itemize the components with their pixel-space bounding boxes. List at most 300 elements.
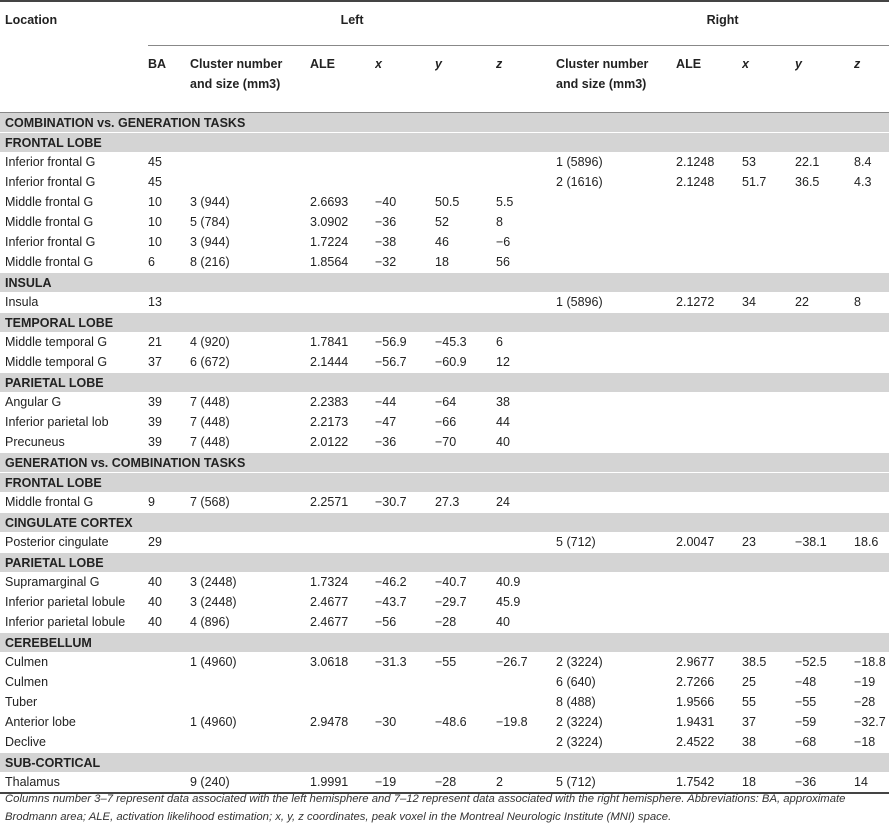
value-cell: 5 (712) [556, 772, 676, 793]
value-cell: 1.7324 [310, 575, 349, 589]
value-cell: −43.7 [375, 595, 407, 609]
value-cell: −30.7 [375, 495, 407, 509]
value-cell [310, 672, 375, 692]
location-cell: Middle frontal G [5, 255, 94, 269]
value-cell [148, 692, 190, 712]
value-cell: −28 [435, 772, 496, 793]
value-cell [435, 672, 496, 692]
section-header-row [0, 133, 889, 153]
value-cell: 23 [742, 535, 756, 549]
value-cell: 44 [496, 415, 510, 429]
value-cell [435, 172, 496, 192]
value-cell [556, 252, 676, 273]
value-cell: 10 [148, 235, 162, 249]
value-cell [190, 692, 310, 712]
value-cell: −28 [854, 695, 876, 709]
value-cell: −55 [795, 695, 817, 709]
value-cell: 3 (2448) [190, 575, 237, 589]
location-cell: Declive [5, 735, 46, 749]
value-cell: −36 [795, 772, 854, 793]
value-cell: 9 (240) [190, 772, 310, 793]
value-cell [854, 572, 889, 592]
value-cell [854, 612, 889, 633]
table-row [0, 492, 889, 513]
section-label: INSULA [0, 273, 889, 293]
value-cell [310, 732, 375, 753]
value-cell: 56 [496, 255, 510, 269]
value-cell: 2 (3224) [556, 655, 603, 669]
header-z-right: z [854, 46, 889, 113]
value-cell: −40 [375, 195, 397, 209]
value-cell [795, 252, 854, 273]
value-cell: −38 [375, 235, 397, 249]
section-header-row [0, 453, 889, 473]
value-cell: 45 [148, 155, 162, 169]
value-cell: 45.9 [496, 595, 521, 609]
value-cell [310, 152, 375, 172]
value-cell: 12 [496, 355, 510, 369]
value-cell [310, 692, 375, 712]
value-cell: 52 [435, 215, 449, 229]
value-cell: 1.8564 [310, 255, 349, 269]
value-cell: 39 [148, 395, 162, 409]
section-label: CEREBELLUM [0, 633, 889, 653]
value-cell: 36.5 [795, 175, 820, 189]
value-cell [148, 672, 190, 692]
header-y-left: y [435, 46, 496, 113]
value-cell: 18.6 [854, 535, 879, 549]
value-cell [676, 232, 742, 252]
value-cell [496, 152, 556, 172]
table-row [0, 592, 889, 612]
value-cell [795, 432, 854, 453]
value-cell: −36 [375, 215, 397, 229]
section-header-row [0, 753, 889, 773]
value-cell [854, 352, 889, 373]
value-cell [795, 492, 854, 513]
location-cell: Inferior frontal G [5, 235, 96, 249]
section-label: PARIETAL LOBE [0, 553, 889, 573]
value-cell [496, 172, 556, 192]
value-cell: 37 [742, 715, 756, 729]
location-cell: Inferior parietal lobule [5, 615, 126, 629]
value-cell [190, 732, 310, 753]
value-cell [435, 692, 496, 712]
value-cell: −40.7 [435, 575, 467, 589]
header-location: Location [0, 1, 148, 46]
value-cell [854, 412, 889, 432]
value-cell: 2 (1616) [556, 175, 603, 189]
value-cell [742, 332, 795, 352]
header-left-hemisphere: Left [148, 1, 556, 46]
value-cell: 1.7542 [676, 772, 742, 793]
value-cell: 37 [148, 355, 162, 369]
value-cell [676, 432, 742, 453]
value-cell [676, 392, 742, 412]
location-cell: Inferior frontal G [5, 155, 96, 169]
value-cell: 21 [148, 335, 162, 349]
location-cell: Middle frontal G [5, 215, 94, 229]
location-cell: Middle frontal G [5, 495, 94, 509]
value-cell: 2.4677 [310, 615, 349, 629]
value-cell: −32 [375, 255, 397, 269]
value-cell: 2.0122 [310, 435, 349, 449]
value-cell [556, 332, 676, 352]
location-cell: Precuneus [5, 435, 65, 449]
value-cell [795, 592, 854, 612]
table-row [0, 532, 889, 553]
section-header-row [0, 373, 889, 393]
value-cell: 1.9991 [310, 772, 375, 793]
value-cell: 50.5 [435, 195, 460, 209]
value-cell [742, 192, 795, 212]
value-cell [795, 612, 854, 633]
value-cell: 5 (784) [190, 215, 230, 229]
value-cell [496, 292, 556, 313]
location-cell: Insula [5, 295, 39, 309]
header-right-hemisphere: Right [556, 1, 889, 46]
value-cell [742, 392, 795, 412]
value-cell [742, 412, 795, 432]
value-cell: 4 (920) [190, 335, 230, 349]
value-cell [795, 572, 854, 592]
value-cell: 4.3 [854, 175, 872, 189]
value-cell [496, 692, 556, 712]
value-cell [435, 732, 496, 753]
value-cell: 8 (216) [190, 255, 230, 269]
section-label: PARIETAL LOBE [0, 373, 889, 393]
value-cell: 3.0902 [310, 215, 349, 229]
value-cell: 51.7 [742, 175, 767, 189]
value-cell [190, 172, 310, 192]
value-cell [742, 252, 795, 273]
table-row [0, 732, 889, 753]
value-cell [375, 672, 435, 692]
value-cell [556, 392, 676, 412]
value-cell: −38.1 [795, 535, 827, 549]
location-cell: Supramarginal G [5, 575, 100, 589]
value-cell [676, 192, 742, 212]
value-cell: 10 [148, 195, 162, 209]
value-cell [795, 232, 854, 252]
value-cell [435, 532, 496, 553]
value-cell: 10 [148, 215, 162, 229]
value-cell [854, 212, 889, 232]
value-cell: −52.5 [795, 655, 827, 669]
value-cell: 53 [742, 155, 756, 169]
value-cell [496, 672, 556, 692]
value-cell [854, 392, 889, 412]
value-cell: −45.3 [435, 335, 467, 349]
location-cell: Middle temporal G [5, 355, 108, 369]
value-cell: −26.7 [496, 655, 528, 669]
value-cell [795, 352, 854, 373]
value-cell [795, 192, 854, 212]
value-cell: 2.9677 [676, 655, 715, 669]
value-cell: 3 (2448) [190, 595, 237, 609]
value-cell: 22.1 [795, 155, 820, 169]
value-cell [148, 652, 190, 672]
value-cell [742, 232, 795, 252]
section-header-row [0, 313, 889, 333]
value-cell [375, 152, 435, 172]
value-cell: 40 [496, 435, 510, 449]
value-cell: 29 [148, 535, 162, 549]
value-cell: 7 (448) [190, 395, 230, 409]
value-cell [556, 592, 676, 612]
value-cell: −18.8 [854, 655, 886, 669]
value-cell [795, 412, 854, 432]
value-cell: −19.8 [496, 715, 528, 729]
value-cell: −55 [435, 655, 457, 669]
section-label: SUB-CORTICAL [0, 753, 889, 773]
value-cell: 2.0047 [676, 535, 715, 549]
value-cell [854, 252, 889, 273]
value-cell: 2.6693 [310, 195, 349, 209]
value-cell [742, 432, 795, 453]
table-row [0, 672, 889, 692]
header-x-left: x [375, 46, 435, 113]
table-row [0, 172, 889, 192]
value-cell: 2.4522 [676, 735, 715, 749]
value-cell: 6 [496, 335, 503, 349]
value-cell: 2.1248 [676, 155, 715, 169]
value-cell [676, 592, 742, 612]
value-cell [190, 152, 310, 172]
section-label: FRONTAL LOBE [0, 473, 889, 493]
value-cell: 1.9431 [676, 715, 715, 729]
value-cell: 1.9566 [676, 695, 715, 709]
table-row [0, 232, 889, 252]
value-cell: −31.3 [375, 655, 407, 669]
header-x-right: x [742, 46, 795, 113]
value-cell: 8 (488) [556, 695, 596, 709]
table-row [0, 412, 889, 432]
value-cell: −56 [375, 615, 397, 629]
section-header-row [0, 273, 889, 293]
value-cell: −32.7 [854, 715, 886, 729]
value-cell [556, 352, 676, 373]
location-cell: Culmen [5, 675, 49, 689]
value-cell [190, 672, 310, 692]
value-cell [854, 232, 889, 252]
value-cell [742, 212, 795, 232]
value-cell [854, 332, 889, 352]
value-cell: −56.9 [375, 335, 407, 349]
value-cell: 5 (712) [556, 535, 596, 549]
table-row [0, 432, 889, 453]
header-ale-right: ALE [676, 46, 742, 113]
value-cell: 2.9478 [310, 715, 349, 729]
value-cell: 25 [742, 675, 756, 689]
value-cell [190, 292, 310, 313]
value-cell: 18 [435, 255, 449, 269]
table-row [0, 192, 889, 212]
value-cell: −30 [375, 715, 397, 729]
value-cell [435, 292, 496, 313]
value-cell [310, 532, 375, 553]
value-cell: 2 [496, 772, 556, 793]
value-cell: −6 [496, 235, 511, 249]
value-cell: 6 (672) [190, 355, 230, 369]
value-cell [676, 612, 742, 633]
value-cell: 2.4677 [310, 595, 349, 609]
value-cell [854, 192, 889, 212]
header-row-sub [0, 46, 889, 113]
section-label: COMBINATION vs. GENERATION TASKS [0, 113, 889, 133]
value-cell: −19 [375, 772, 435, 793]
value-cell: −36 [375, 435, 397, 449]
value-cell: −64 [435, 395, 457, 409]
value-cell: 7 (568) [190, 495, 230, 509]
table-row [0, 612, 889, 633]
header-y-right: y [795, 46, 854, 113]
section-header-row [0, 513, 889, 533]
value-cell: 40 [148, 615, 162, 629]
header-z-left: z [496, 46, 556, 113]
value-cell: 40 [496, 615, 510, 629]
value-cell: 14 [854, 772, 889, 793]
value-cell [496, 732, 556, 753]
value-cell [742, 492, 795, 513]
value-cell [676, 412, 742, 432]
value-cell: −70 [435, 435, 457, 449]
table-row [0, 712, 889, 732]
location-cell: Inferior parietal lob [5, 415, 109, 429]
value-cell: 40 [148, 595, 162, 609]
section-header-row [0, 113, 889, 133]
value-cell: 13 [148, 295, 162, 309]
table-row [0, 292, 889, 313]
value-cell [496, 532, 556, 553]
value-cell: 6 (640) [556, 675, 596, 689]
value-cell: −46.2 [375, 575, 407, 589]
value-cell: −19 [854, 675, 876, 689]
value-cell: 1 (5896) [556, 295, 603, 309]
value-cell: 2.1272 [676, 295, 715, 309]
value-cell: 2.1248 [676, 175, 715, 189]
table-row [0, 332, 889, 352]
value-cell: 34 [742, 295, 756, 309]
table-row [0, 152, 889, 172]
value-cell [310, 292, 375, 313]
value-cell: 1 (4960) [190, 655, 237, 669]
value-cell: 8.4 [854, 155, 872, 169]
value-cell: 40.9 [496, 575, 521, 589]
value-cell [676, 332, 742, 352]
value-cell: −47 [375, 415, 397, 429]
table-row [0, 652, 889, 672]
value-cell: 27.3 [435, 495, 460, 509]
value-cell: −59 [795, 715, 817, 729]
value-cell [854, 592, 889, 612]
value-cell [556, 432, 676, 453]
value-cell: 18 [742, 772, 795, 793]
value-cell: 39 [148, 415, 162, 429]
location-cell: Posterior cingulate [5, 535, 109, 549]
section-header-row [0, 553, 889, 573]
value-cell: 1 (5896) [556, 155, 603, 169]
location-cell: Anterior lobe [5, 715, 76, 729]
value-cell [795, 392, 854, 412]
header-cluster-right: Cluster number and size (mm3) [556, 46, 676, 113]
value-cell [310, 172, 375, 192]
value-cell [375, 172, 435, 192]
location-cell: Inferior frontal G [5, 175, 96, 189]
value-cell [375, 732, 435, 753]
value-cell [556, 492, 676, 513]
value-cell [556, 192, 676, 212]
value-cell: −18 [854, 735, 876, 749]
value-cell [742, 592, 795, 612]
value-cell [676, 352, 742, 373]
section-label: FRONTAL LOBE [0, 133, 889, 153]
value-cell: 2.7266 [676, 675, 715, 689]
value-cell: −44 [375, 395, 397, 409]
value-cell [742, 352, 795, 373]
value-cell: 2.1444 [310, 355, 349, 369]
value-cell: 7 (448) [190, 415, 230, 429]
value-cell [676, 492, 742, 513]
value-cell [190, 532, 310, 553]
value-cell: −48 [795, 675, 817, 689]
value-cell [556, 412, 676, 432]
location-cell: Angular G [5, 395, 62, 409]
value-cell [148, 732, 190, 753]
value-cell [556, 572, 676, 592]
location-cell: Thalamus [0, 772, 148, 793]
value-cell [795, 332, 854, 352]
value-cell: 38 [742, 735, 756, 749]
value-cell [742, 572, 795, 592]
value-cell [742, 612, 795, 633]
value-cell [375, 692, 435, 712]
value-cell: 24 [496, 495, 510, 509]
value-cell [556, 212, 676, 232]
value-cell: 9 [148, 495, 155, 509]
value-cell: 6 [148, 255, 155, 269]
value-cell: 3 (944) [190, 235, 230, 249]
header-cluster-left: Cluster number and size (mm3) [190, 46, 310, 113]
table-row [0, 692, 889, 712]
value-cell: −60.9 [435, 355, 467, 369]
table-row [0, 572, 889, 592]
value-cell: 3.0618 [310, 655, 349, 669]
value-cell: 40 [148, 575, 162, 589]
value-cell: −56.7 [375, 355, 407, 369]
value-cell: 8 [854, 295, 861, 309]
value-cell: −68 [795, 735, 817, 749]
value-cell: 45 [148, 175, 162, 189]
value-cell: 4 (896) [190, 615, 230, 629]
value-cell: 5.5 [496, 195, 514, 209]
value-cell: 46 [435, 235, 449, 249]
table-row [0, 352, 889, 373]
value-cell: 2.2571 [310, 495, 349, 509]
value-cell [676, 212, 742, 232]
header-ba: BA [148, 46, 190, 113]
value-cell [556, 232, 676, 252]
header-row-top [0, 1, 889, 46]
section-header-row [0, 473, 889, 493]
value-cell: 2 (3224) [556, 735, 603, 749]
table-footnote: Columns number 3–7 represent data associated with the left hemisphere and 7–12 represent data associated with the right hemisphere. Abbreviations: BA, approximate Brodmann area; ALE, activation likelihood estimation; x, y, z coordinates, peak voxel in the Montreal Neurologic Institute (MNI) space. [5, 793, 846, 823]
location-cell: Middle temporal G [5, 335, 108, 349]
value-cell [676, 572, 742, 592]
table-row [0, 212, 889, 232]
location-cell: Tuber [5, 695, 38, 709]
value-cell [148, 712, 190, 732]
